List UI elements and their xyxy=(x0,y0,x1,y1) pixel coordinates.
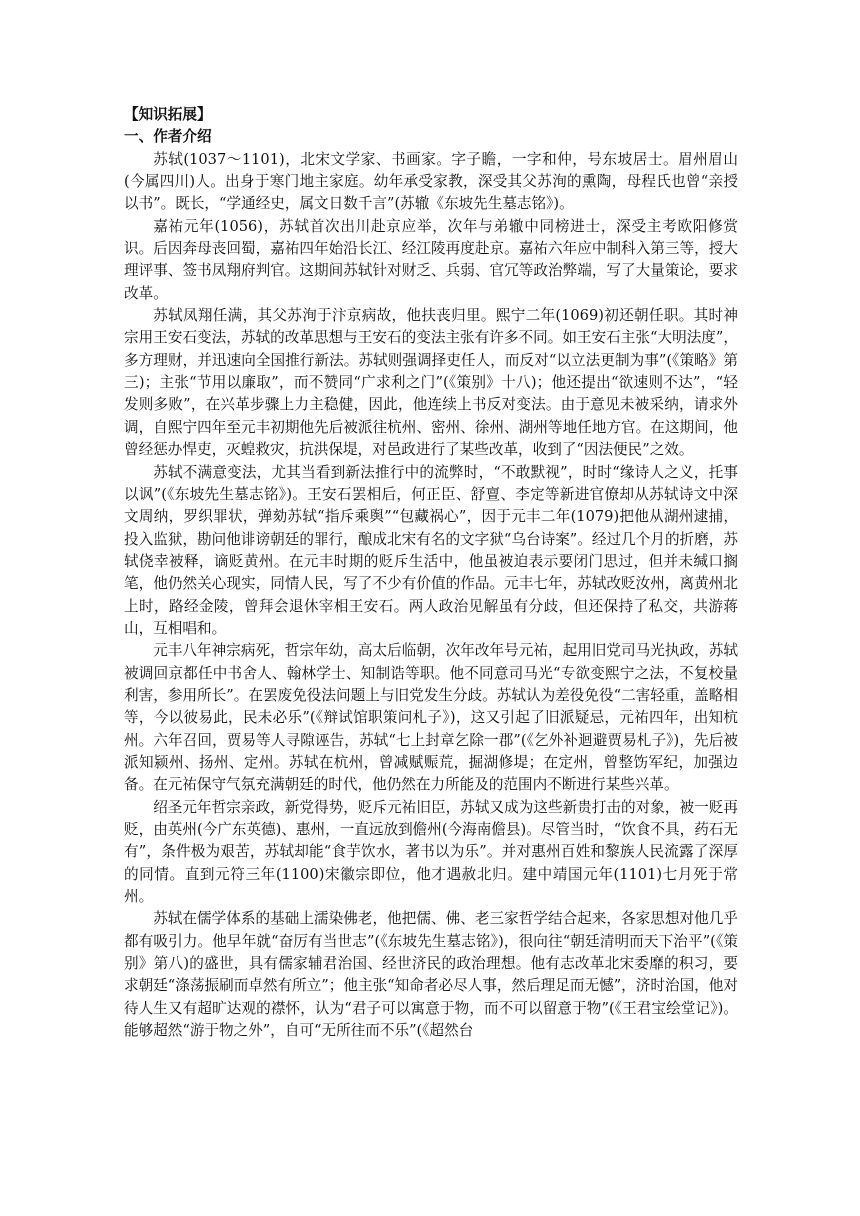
paragraph-xining: 苏轼凤翔任满，其父苏洵于汴京病故，他扶丧归里。熙宁二年(1069)初还朝任职。其时神宗用王安石变法，苏轼的改革思想与王安石的变法主张有许多不同。如王安石主张“大明法度”，多方理财，并迅速向全国推行新法。苏轼则强调择吏任人，而反对“以立法更制为事”(《策略》第三)；主张“节用以廉取”，而不赞同“广求利之门”(《策别》十八)；他还提出“欲速则不达”，“轻发则多败”，在兴革步骤上力主稳健，因此，他连续上书反对变法。由于意见未被采纳，请求外调，自熙宁四年至元丰初期他先后被派往杭州、密州、徐州、湖州等地任地方官。在这期间，他曾经惩办悍吏，灭蝗救灾，抗洪保堤，对邑政进行了某些改革，收到了“因法便民”之效。 xyxy=(124,307,738,459)
section-heading: 【知识拓展】 xyxy=(124,106,212,123)
paragraph-yuanyou: 元丰八年神宗病死，哲宗年幼，高太后临朝，次年改年号元祐，起用旧党司马光执政，苏轼被调回京都任中书舍人、翰林学士、知制诰等职。他不同意司马光“专欲变熙宁之法，不复校量利害，参用所长”。在罢废免役法问题上与旧党发生分歧。苏轼认为差役免役“二害轻重，盖略相等，今以彼易此，民未必乐”(《辩试馆职策问札子》)，这又引起了旧派疑忌，元祐四年，出知杭州。六年召回，贾易等人寻隙诬告，苏轼“七上封章乞除一郡”(《乞外补迴避贾易札子》)，先后被派知颍州、扬州、定州。苏轼在杭州，曾减赋赈荒，掘湖修堤；在定州，曾整饬军纪，加强边备。在元祐保守气氛充满朝廷的时代，他仍然在力所能及的范围内不断进行某些兴革。 xyxy=(124,642,738,794)
paragraph-wutai-case: 苏轼不满意变法，尤其当看到新法推行中的流弊时，“不敢默视”，时时“缘诗人之义，托事以讽”(《东坡先生墓志铭》)。王安石罢相后，何正臣、舒亶、李定等新进官僚却从苏轼诗文中深文周纳，罗织罪状，弹劾苏轼“指斥乘舆”“包藏祸心”，因于元丰二年(1079)把他从湖州逮捕，投入监狱，勘问他诽谤朝廷的罪行，酿成北宋有名的文字狱“乌台诗案”。经过几个月的折磨，苏轼侥幸被释，谪贬黄州。在元丰时期的贬斥生活中，他虽被迫表示要闭门思过，但并未缄口搁笔，他仍然关心现实，同情人民，写了不少有价值的作品。元丰七年，苏轼改贬汝州，离黄州北上时，路经金陵，曾拜会退休宰相王安石。两人政治见解虽有分歧，但还保持了私交，共游蒋山，互相唱和。 xyxy=(124,463,738,637)
document-page xyxy=(124,104,738,1042)
paragraph-biography: 苏轼(1037～1101)，北宋文学家、书画家。字子瞻，一字和仲，号东坡居士。眉州眉山(今属四川)人。出身于寒门地主家庭。幼年承受家教，深受其父苏洵的熏陶，母程氏也曾“亲授以书”。既长，“学通经史，属文日数千言”(苏辙《东坡先生墓志铭》)。 xyxy=(124,150,738,213)
author-intro-heading: 一、作者介绍 xyxy=(124,128,212,146)
paragraph-philosophy: 苏轼在儒学体系的基础上濡染佛老，他把儒、佛、老三家哲学结合起来，各家思想对他几乎都有吸引力。他早年就“奋厉有当世志”(《东坡先生墓志铭》)，很向往“朝廷清明而天下治平”(《策别》第八)的盛世，具有儒家辅君治国、经世济民的政治理想。他有志改革北宋委靡的积习，要求朝廷“涤荡振刷而卓然有所立”；他主张“知命者必尽人事，然后理足而无憾”，济时治国，他对待人生又有超旷达观的襟怀，认为“君子可以寓意于物，而不可以留意于物”(《王君宝绘堂记》)。能够超然“游于物之外”，自可“无所往而不乐”(《超然台 xyxy=(124,910,738,1040)
paragraph-shaosheng: 绍圣元年哲宗亲政，新党得势，贬斥元祐旧臣，苏轼又成为这些新贵打击的对象，被一贬再贬，由英州(今广东英德)、惠州，一直远放到儋州(今海南儋县)。尽管当时，“饮食不具，药石无有”，条件极为艰苦，苏轼却能“食芋饮水，著书以为乐”。并对惠州百姓和黎族人民流露了深厚的同情。直到元符三年(1100)宋徽宗即位，他才遇赦北归。建中靖国元年(1101)七月死于常州。 xyxy=(124,798,738,906)
paragraph-jiayou: 嘉祐元年(1056)，苏轼首次出川赴京应举，次年与弟辙中同榜进士，深受主考欧阳修赏识。后因奔母丧回蜀，嘉祐四年始沿长江、经江陵再度赴京。嘉祐六年应中制科入第三等，授大理评事、签书凤翔府判官。这期间苏轼针对财乏、兵弱、官冗等政治弊端，写了大量策论，要求改革。 xyxy=(124,217,738,302)
